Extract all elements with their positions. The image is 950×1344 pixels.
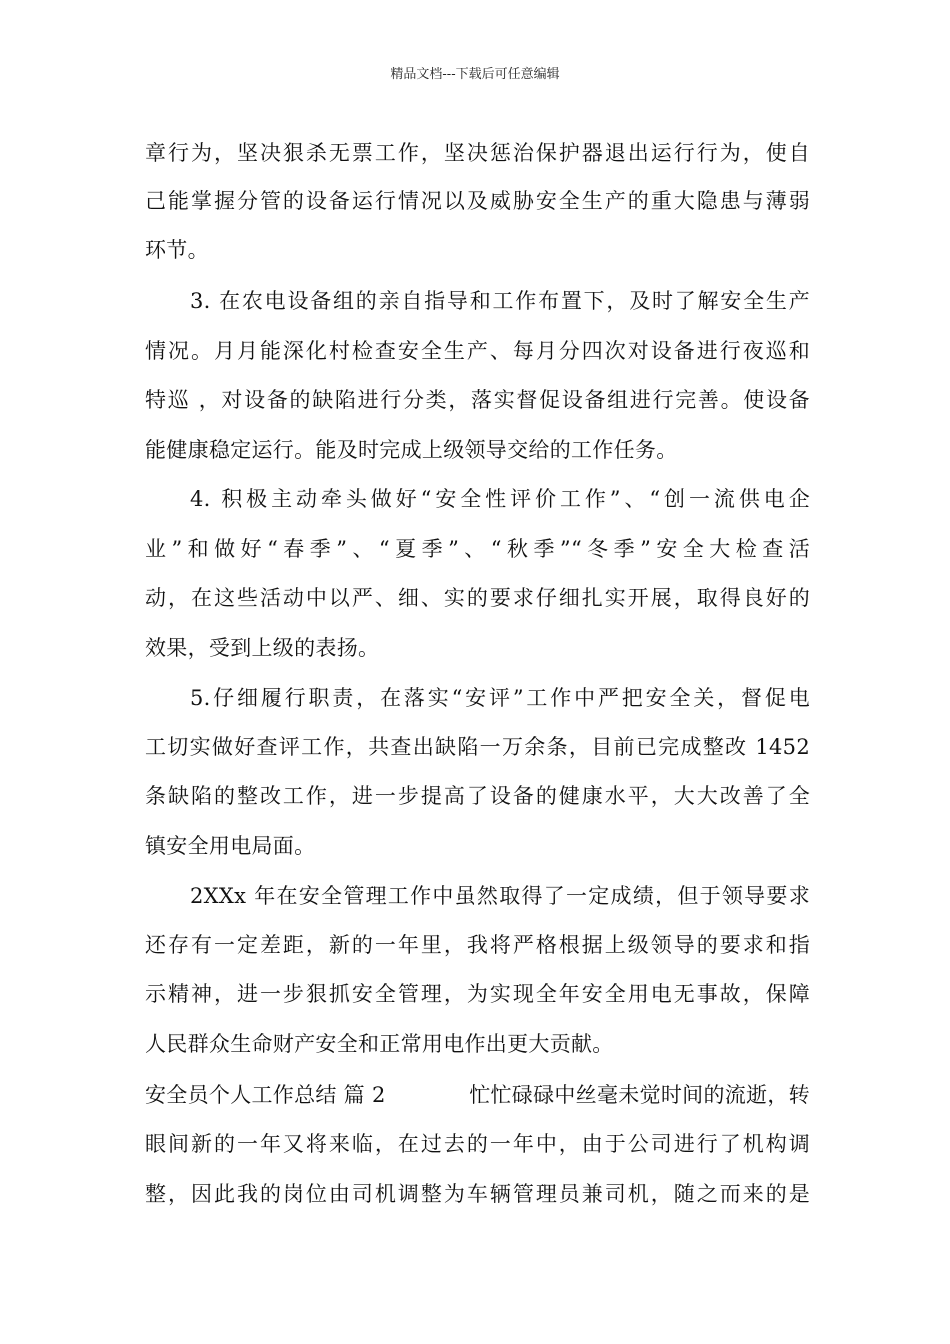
text-line: 工切实做好查评工作，共查出缺陷一万余条，目前已完成整改 1452 (145, 735, 810, 759)
text-line: 动，在这些活动中以严、细、实的要求仔细扎实开展，取得良好的 (145, 586, 810, 610)
text-line: 3. 在农电设备组的亲自指导和工作布置下，及时了解安全生产 (190, 289, 810, 313)
text-line: 镇安全用电局面。 (145, 834, 316, 858)
text-line: 眼间新的一年又将来临，在过去的一年中，由于公司进行了机构调 (145, 1132, 810, 1156)
section-first-text: 忙忙碌碌中丝毫未觉时间的流逝，转 (469, 1083, 810, 1107)
text-line: 环节。 (145, 238, 209, 262)
text-line: 还存有一定差距，新的一年里，我将严格根据上级领导的要求和指 (145, 933, 810, 957)
page-header: 精品文档---下载后可任意编辑 (390, 67, 560, 82)
text-line: 业”和做好“春季”、“夏季”、“秋季”“冬季”安全大检查活 (145, 537, 810, 561)
text-line: 己能掌握分管的设备运行情况以及威胁安全生产的重大隐患与薄弱 (145, 189, 810, 213)
text-line: 情况。月月能深化村检查安全生产、每月分四次对设备进行夜巡和 (145, 339, 810, 363)
text-line: 效果，受到上级的表扬。 (145, 636, 380, 660)
text-line: 人民群众生命财产安全和正常用电作出更大贡献。 (145, 1032, 614, 1056)
text-line: 示精神，进一步狠抓安全管理，为实现全年安全用电无事故，保障 (145, 982, 810, 1006)
text-line: 能健康稳定运行。能及时完成上级领导交给的工作任务。 (145, 438, 678, 462)
text-line: 条缺陷的整改工作，进一步提高了设备的健康水平，大大改善了全 (145, 784, 810, 808)
text-line: 特巡 ，对设备的缺陷进行分类，落实督促设备组进行完善。使设备 (145, 388, 810, 412)
text-line: 4. 积极主动牵头做好“安全性评价工作”、“创一流供电企 (190, 487, 810, 511)
text-line: 章行为，坚决狠杀无票工作，坚决惩治保护器退出运行行为，使自 (145, 141, 810, 165)
text-line: 2XXx 年在安全管理工作中虽然取得了一定成绩，但于领导要求 (190, 884, 810, 908)
section-heading-line (145, 1081, 810, 1109)
section-title: 安全员个人工作总结 篇 2 (145, 1083, 386, 1107)
text-line: 整，因此我的岗位由司机调整为车辆管理员兼司机，随之而来的是 (145, 1182, 810, 1206)
text-line: 5.仔细履行职责，在落实“安评”工作中严把安全关，督促电 (190, 686, 810, 710)
